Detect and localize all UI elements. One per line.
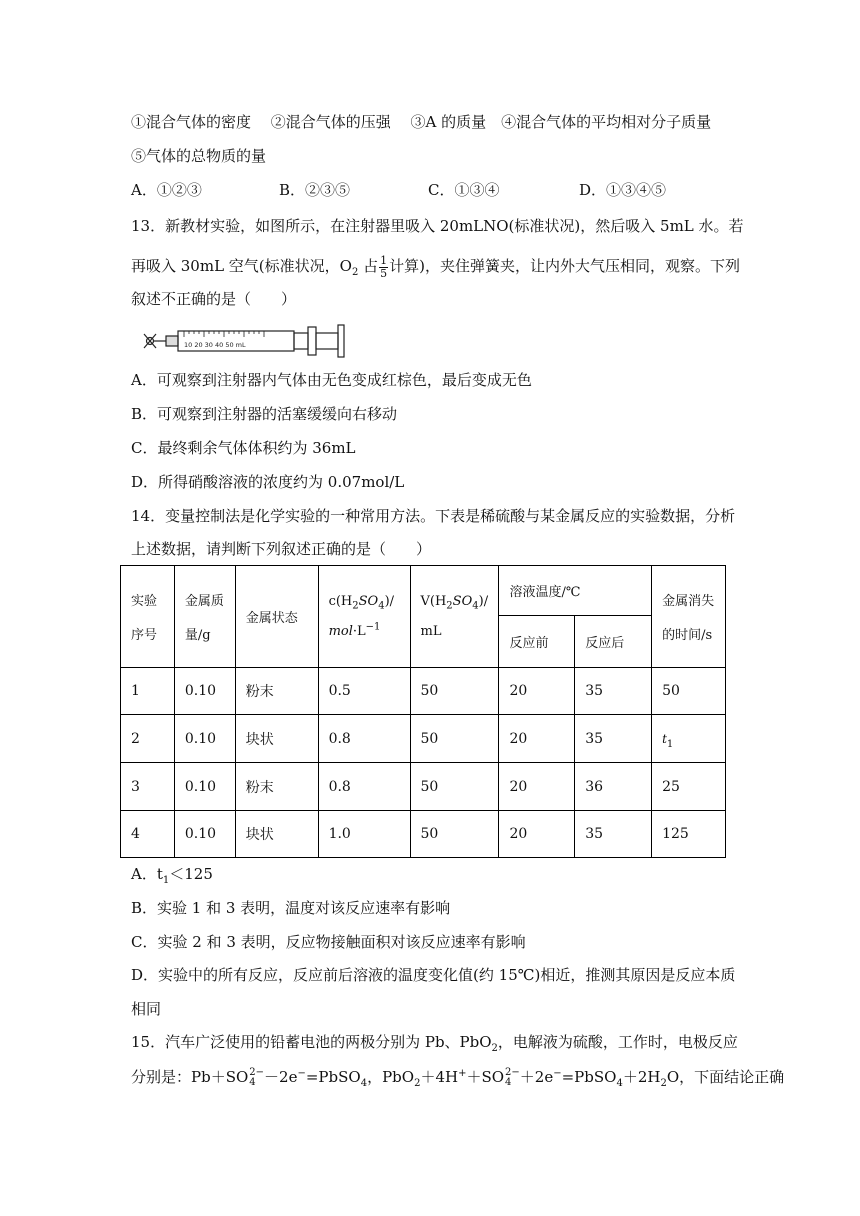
syringe-scale-label: 10 20 30 40 50 mL (184, 341, 246, 349)
q13-option-b[interactable]: B．可观察到注射器的活塞缓缓向右移动 (131, 405, 398, 423)
q13-option-c[interactable]: C．最终剩余气体体积约为 36mL (131, 439, 356, 457)
q14-option-d-cont: 相同 (131, 1000, 162, 1018)
header-solution-temp: 溶液温度/℃ (499, 566, 652, 616)
fraction-one-fifth: $\frac{1}{5}$ (380, 253, 388, 280)
header-concentration: $c(H_2SO_4)/$ $mol\cdot L^{-1}$ (318, 566, 410, 668)
syringe-figure (140, 321, 348, 361)
header-metal-state: 金属状态 (235, 566, 318, 668)
q15-stem-line1: 15．汽车广泛使用的铅蓄电池的两极分别为 Pb、PbO$_2$，电解液为硫酸，工作时，电极反应 (131, 1033, 738, 1054)
q13-option-a[interactable]: A．可观察到注射器内气体由无色变成红棕色，最后变成无色 (131, 371, 532, 389)
table-row: 2 0.10 块状 0.8 50 20 35 $t_1$ (121, 715, 726, 763)
q12-items-line1: ①混合气体的密度 ②混合气体的压强 ③A 的质量 ④混合气体的平均相对分子质量 (131, 113, 712, 131)
q13-stem-line1: 13．新教材实验，如图所示，在注射器里吸入 20mLNO(标准状况)，然后吸入 5mL 水。若 (131, 217, 744, 235)
header-experiment-no: 实验 序号 (121, 566, 175, 668)
q14-option-b[interactable]: B．实验 1 和 3 表明，温度对该反应速率有影响 (131, 899, 451, 917)
q15-stem-line2: 分别是：Pb＋SO 2− 4 －2e−=PbSO$_4$，PbO$_2$＋4H+＋SO 2− 4 $+2e^-=PbSO_4+2H_2O$，下面结论正确 (131, 1067, 785, 1089)
q13-option-d[interactable]: D．所得硝酸溶液的浓度约为 0.07mol/L (131, 473, 405, 491)
q12-option-a[interactable]: A．①②③ (131, 181, 202, 199)
q12-option-b[interactable]: B．②③⑤ (279, 181, 351, 199)
q13-stem-line3: 叙述不正确的是（ ） (131, 290, 297, 308)
q14-stem-line2: 上述数据，请判断下列叙述正确的是（ ） (131, 540, 432, 558)
table-row: 3 0.10 粉末 0.8 50 20 36 25 (121, 763, 726, 811)
cell-t1: $t_1$ (652, 715, 726, 763)
header-temp-after: 反应后 (575, 616, 652, 668)
header-metal-mass: 金属质 量/g (174, 566, 235, 668)
experiment-data-table (120, 565, 726, 858)
q12-option-d[interactable]: D．①③④⑤ (579, 181, 667, 199)
q13-stem-line2: 再吸入 30mL 空气(标准状况，$O_2$ 占 $\frac{1}{5}$ 计算)，夹住弹簧夹，让内外大气压相同，观察。下列 (131, 253, 740, 280)
header-disappear-time: 金属消失 的时间/s (652, 566, 726, 668)
q14-stem-line1: 14．变量控制法是化学实验的一种常用方法。下表是稀硫酸与某金属反应的实验数据，分析 (131, 507, 736, 525)
q14-option-d[interactable]: D．实验中的所有反应，反应前后溶液的温度变化值(约 15℃)相近，推测其原因是反应本质 (131, 966, 736, 984)
table-row: 4 0.10 块状 1.0 50 20 35 125 (121, 811, 726, 858)
header-temp-before: 反应前 (499, 616, 575, 668)
header-volume: $V(H_2SO_4)/$ mL (410, 566, 499, 668)
q14-option-a[interactable]: A．$t_1<125$ (131, 865, 213, 886)
q12-option-c[interactable]: C．①③④ (428, 181, 500, 199)
q14-option-c[interactable]: C．实验 2 和 3 表明，反应物接触面积对该反应速率有影响 (131, 933, 526, 951)
table-row: 1 0.10 粉末 0.5 50 20 35 50 (121, 668, 726, 715)
q12-items-line2: ⑤气体的总物质的量 (131, 147, 267, 165)
